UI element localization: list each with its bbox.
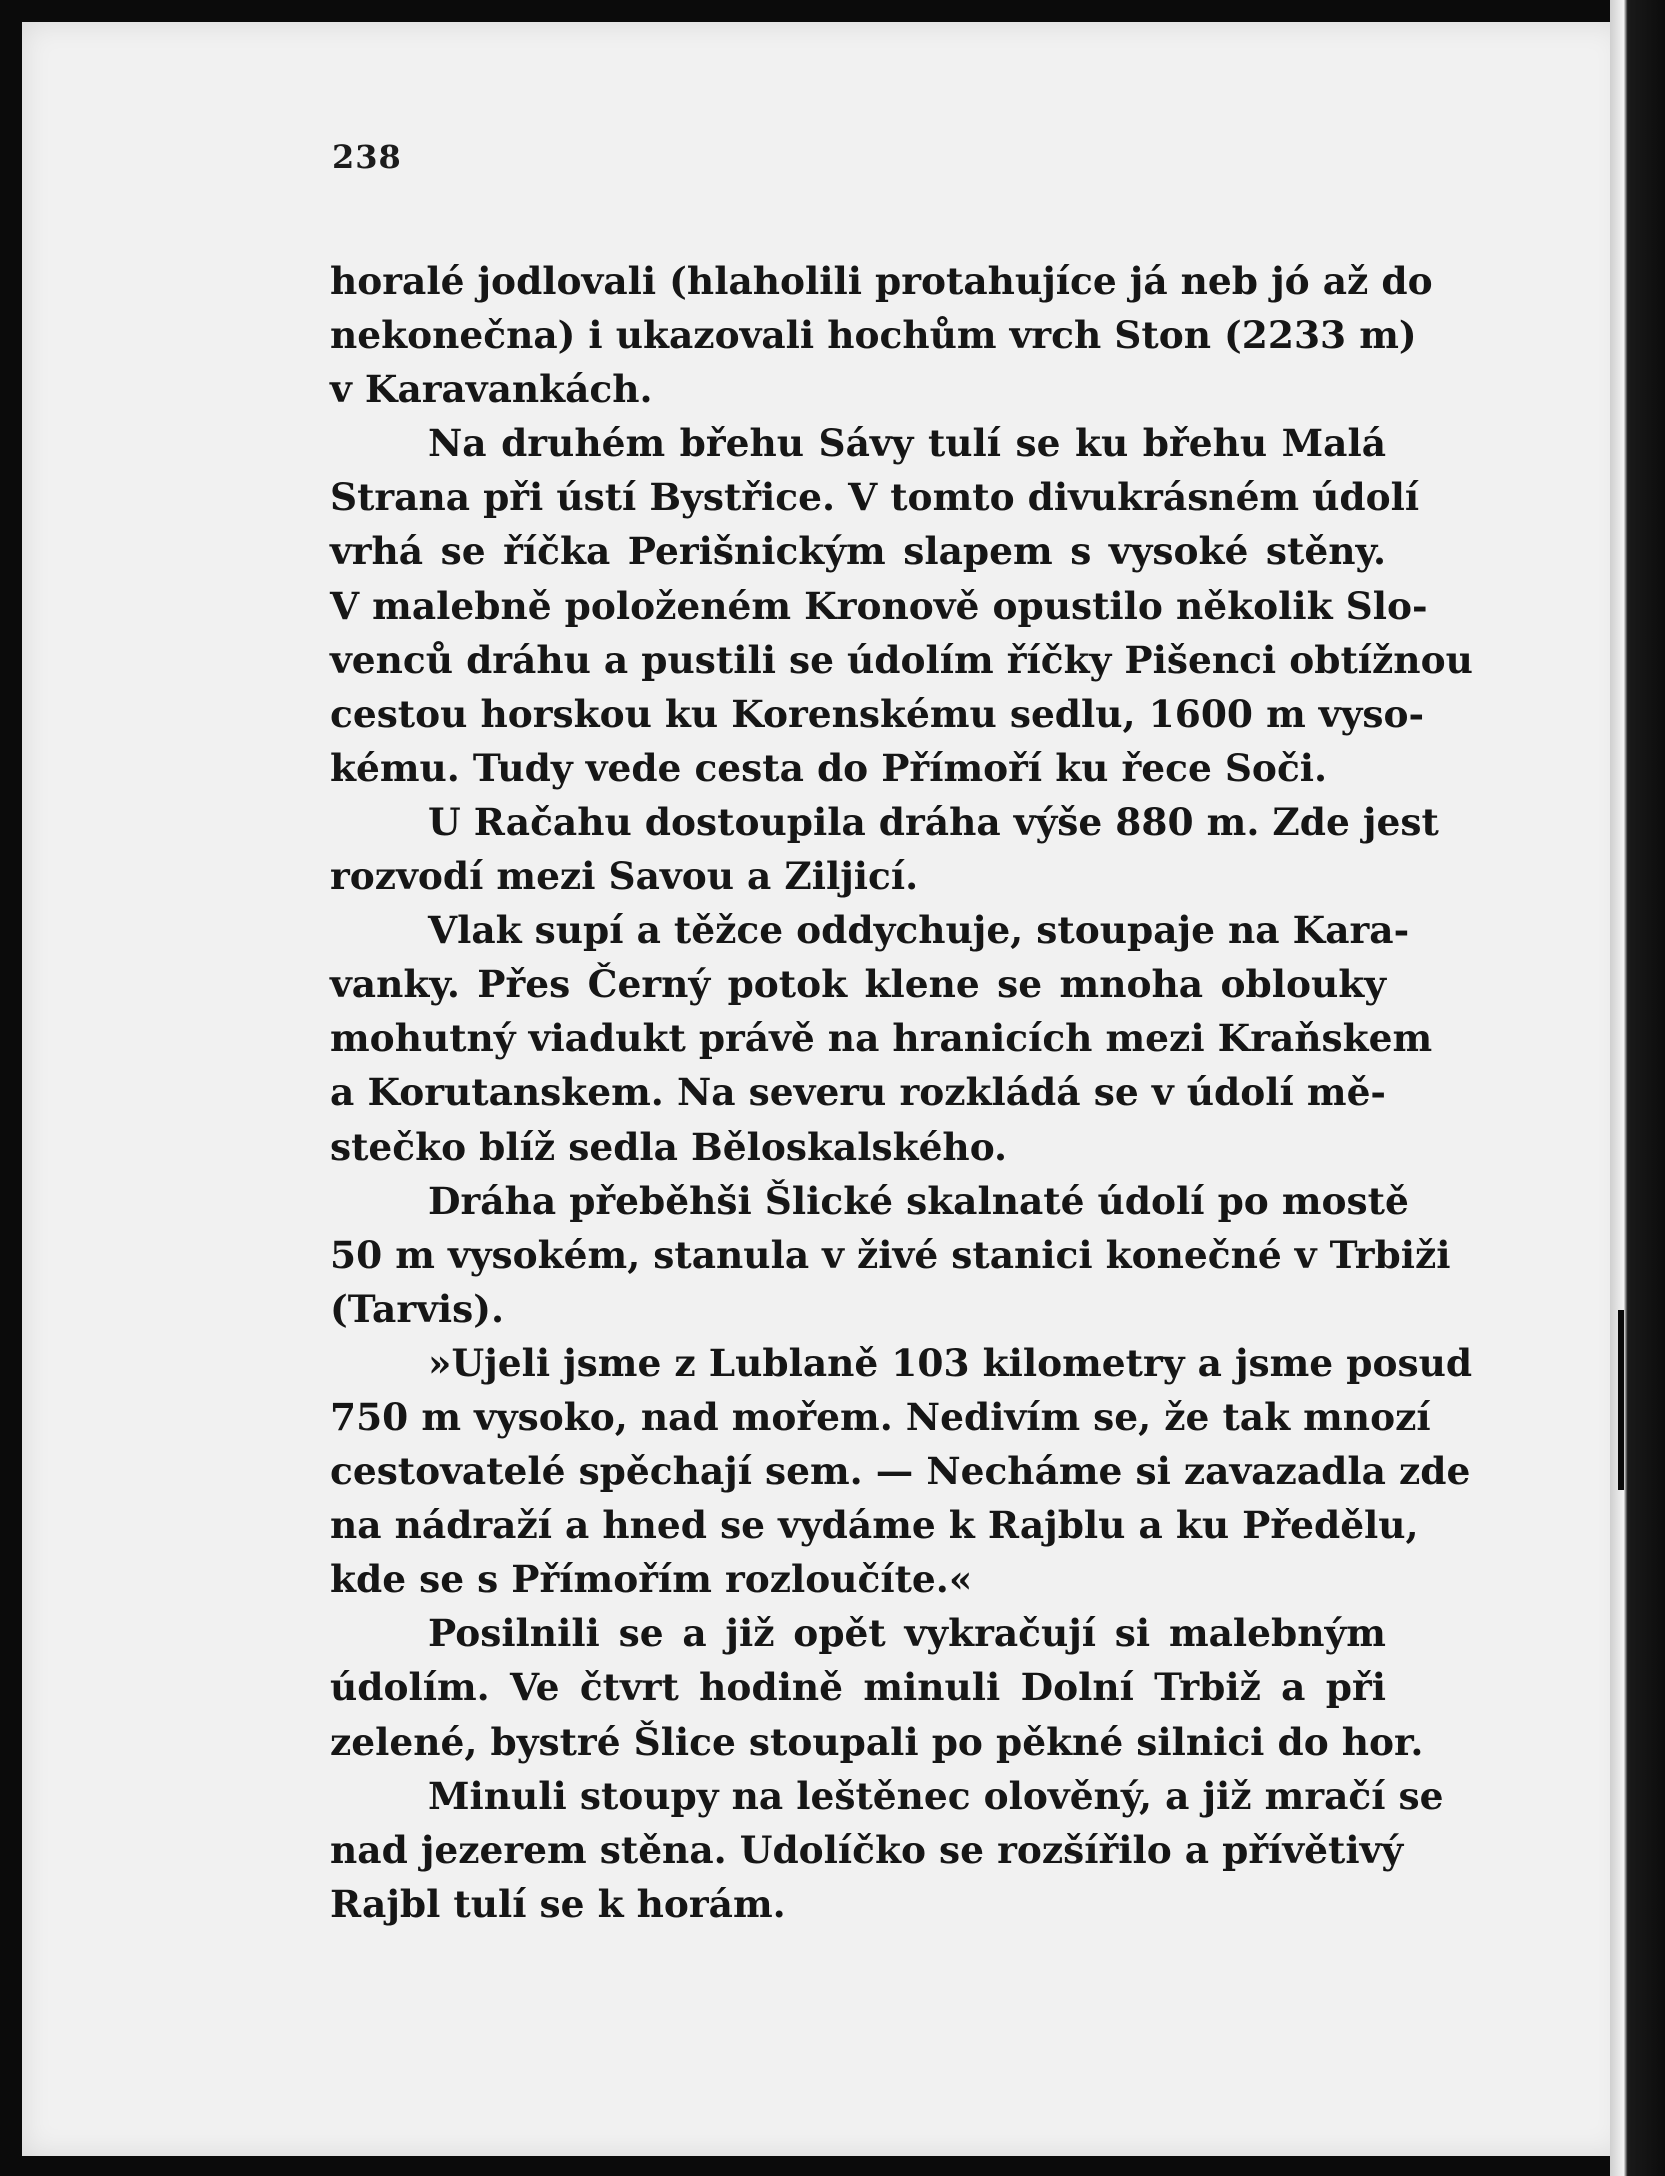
text-line: rozvodí mezi Savou a Ziljicí. <box>330 854 919 899</box>
text-line: cestovatelé spěchají sem. — Necháme si zavazadla zde <box>330 1449 1471 1494</box>
text-line: vrhá se říčka Perišnickým slapem s vysoké stěny. <box>330 529 1386 574</box>
text-line: Rajbl tulí se k horám. <box>330 1881 786 1926</box>
text-line: horalé jodlovali (hlaholili protahujíce já neb jó až do <box>330 259 1433 303</box>
text-line: Dráha přeběhši Šlické skalnaté údolí po mostě <box>428 1178 1409 1223</box>
body-text <box>330 254 1473 1931</box>
text-line: v Karavankách. <box>330 367 653 412</box>
text-line: venců dráhu a pustili se údolím říčky Pišenci obtížnou <box>330 637 1473 682</box>
text-line: 50 m vysokém, stanula v živé stanici konečné v Trbiži <box>330 1232 1451 1277</box>
page-edge-mark <box>1618 1310 1624 1490</box>
text-line: mohutný viadukt právě na hranicích mezi Kraňskem <box>330 1016 1433 1061</box>
text-line: Vlak supí a těžce oddychuje, stoupaje na Kara- <box>428 908 1410 953</box>
page-number: 238 <box>332 138 402 176</box>
text-line: nekonečna) i ukazovali hochům vrch Ston (2233 m) <box>330 313 1417 358</box>
page-edge <box>1610 0 1665 2176</box>
text-line: stečko blíž sedla Běloskalského. <box>330 1124 1008 1169</box>
text-line: U Račahu dostoupila dráha výše 880 m. Zde jest <box>428 799 1439 844</box>
text-line: Minuli stoupy na leštěnec olověný, a již mračí se <box>428 1773 1444 1818</box>
text-line: 750 m vysoko, nad mořem. Nedivím se, že tak mnozí <box>330 1394 1431 1439</box>
text-line: údolím. Ve čtvrt hodině minuli Dolní Trbiž a při <box>330 1665 1386 1710</box>
text-line: na nádraží a hned se vydáme k Rajblu a ku Předělu, <box>330 1503 1419 1548</box>
text-line: nad jezerem stěna. Udolíčko se rozšířilo a přívětivý <box>330 1827 1404 1872</box>
text-line: Strana při ústí Bystřice. V tomto divukrásném údolí <box>330 475 1420 520</box>
text-line: kde se s Přímořím rozloučíte.« <box>330 1557 973 1602</box>
text-line: Na druhém břehu Sávy tulí se ku břehu Malá <box>428 421 1386 466</box>
text-line: cestou horskou ku Korenskému sedlu, 1600 m vyso- <box>330 691 1425 736</box>
text-line: a Korutanskem. Na severu rozkládá se v údolí mě- <box>330 1070 1386 1115</box>
text-line: Posilnili se a již opět vykračují si malebným <box>428 1611 1386 1656</box>
text-line: »Ujeli jsme z Lublaně 103 kilometry a jsme posud <box>428 1340 1473 1385</box>
text-line: zelené, bystré Šlice stoupali po pěkné silnici do hor. <box>330 1719 1424 1764</box>
text-line: vanky. Přes Černý potok klene se mnoha oblouky <box>330 962 1386 1007</box>
text-line: kému. Tudy vede cesta do Přímoří ku řece Soči. <box>330 745 1328 790</box>
text-line: (Tarvis). <box>330 1286 505 1331</box>
text-line: V malebně položeném Kronově opustilo několik Slo- <box>330 583 1428 628</box>
